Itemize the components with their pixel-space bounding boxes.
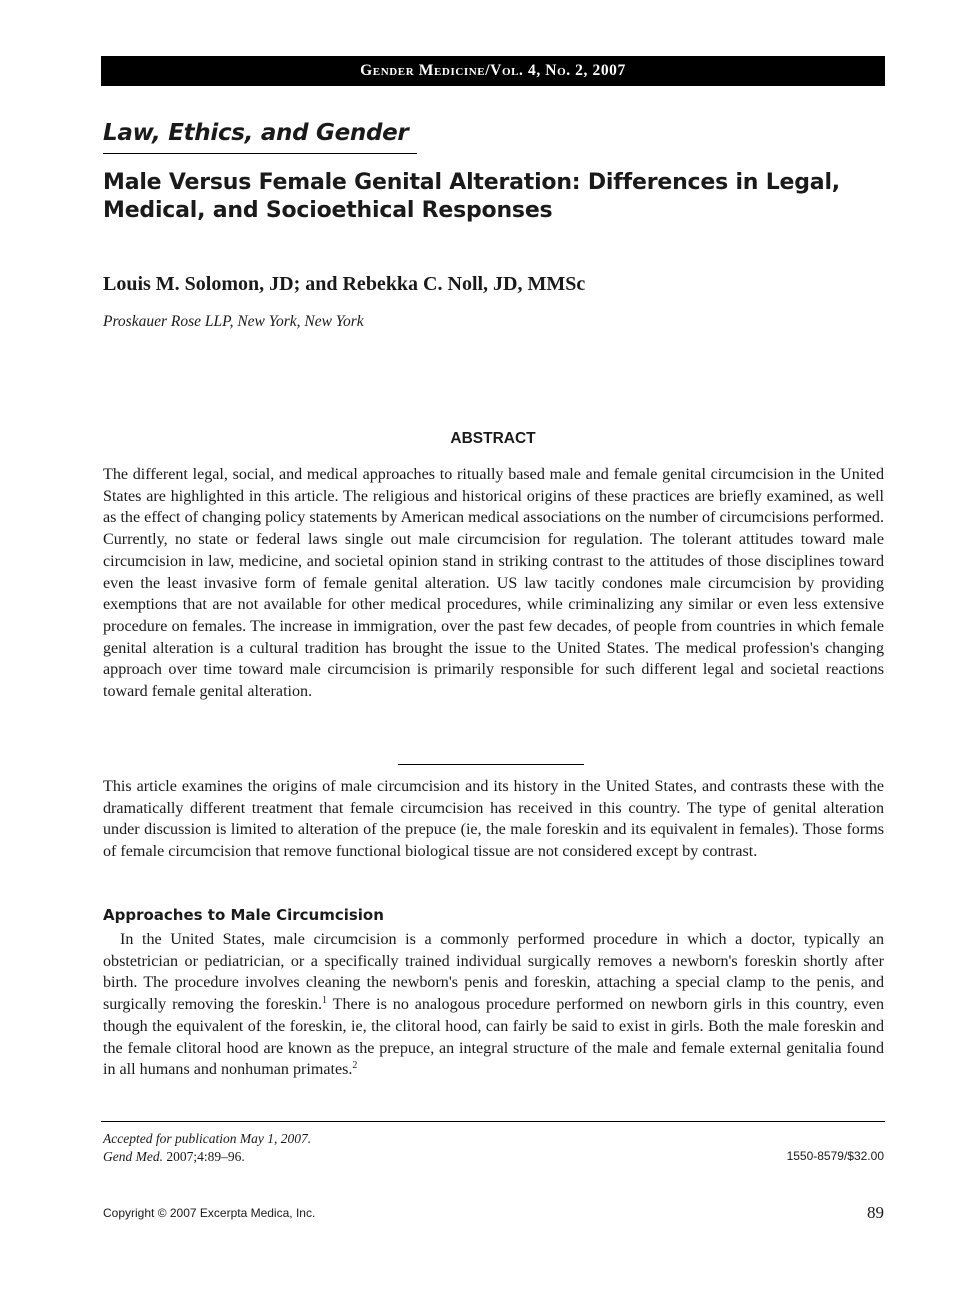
page-number: 89 [867, 1203, 884, 1222]
article-title: Male Versus Female Genital Alteration: Differences in Legal, Medical, and Socioethical Responses [103, 170, 840, 223]
reference-2[interactable]: 2 [352, 1060, 358, 1072]
abstract-divider [398, 764, 584, 765]
accepted-date: Accepted for publication May 1, 2007. [103, 1131, 312, 1146]
running-title: Gender Medicine/Vol. 4, No. 2, 2007 [360, 62, 626, 79]
authors: Louis M. Solomon, JD; and Rebekka C. Noll, JD, MMSc [103, 273, 586, 295]
section-paragraph [103, 929, 884, 1081]
citation [103, 1149, 245, 1165]
abstract-text: The different legal, social, and medical approaches to ritually based male and female genital circumcision in the United States are highlighted in this article. The religious and historical origins of these practices are briefly examined, as well as the effect of changing policy statements by American medical associations on the number of circumcisions performed. Currently, no state or federal laws single out male circumcision for regulation. The tolerant attitudes toward male circumcision in law, medicine, and societal opinion stand in striking contrast to the attitudes of those disciplines toward even the least invasive form of female genital alteration. US law tacitly condones male circumcision by providing exemptions that are not available for other medical procedures, while criminalizing any similar or even less extensive procedure on females. The increase in immigration, over the past few decades, of people from countries in which female genital alteration is a cultural tradition has brought the issue to the United States. The medical profession's changing approach over time toward male circumcision is primarily responsible for such different legal and societal reactions toward female genital alteration. [103, 466, 884, 701]
footnote-rule [101, 1121, 885, 1122]
issn-price: 1550-8579/$32.00 [786, 1149, 884, 1163]
affiliation: Proskauer Rose LLP, New York, New York [103, 313, 364, 330]
intro-paragraph: This article examines the origins of male circumcision and its history in the United States, and contrasts these with the dramatically different treatment that female circumcision has received in this country. The type of genital alteration under discussion is limited to alteration of the prepuce (ie, the male foreskin and its equivalent in females). Those forms of female circumcision that remove functional biological tissue are not considered except by contrast. [103, 778, 884, 861]
section-label-rule [103, 153, 417, 154]
copyright: Copyright © 2007 Excerpta Medica, Inc. [103, 1206, 316, 1220]
journal-abbrev: Gend Med. [103, 1149, 163, 1164]
section-text-part2: There is no analogous procedure performed on newborn girls in this country, even though the equivalent of the foreskin, ie, the clitoral hood, can fairly be said to exist in girls. Both the male foreskin and the female clitoral hood are known as the prepuce, an integral structure of the male and female external genitalia found in all humans and nonhuman primates. [103, 996, 884, 1079]
section-text-part1: In the United States, male circumcision is a commonly performed procedure in which a doctor, typically an obstetrician or pediatrician, or a specifically trained individual surgically removes a newborn's foreskin shortly after birth. The procedure involves cleaning the newborn's penis and foreskin, attaching a special clamp to the penis, and surgically removing the foreskin. [103, 931, 884, 1014]
reference-1[interactable]: 1 [322, 995, 328, 1007]
abstract-heading: ABSTRACT [450, 430, 536, 447]
citation-details: 2007;4:89–96. [162, 1149, 245, 1164]
running-header-bar [101, 56, 885, 86]
section-heading: Approaches to Male Circumcision [103, 906, 384, 924]
section-label: Law, Ethics, and Gender [103, 120, 409, 146]
